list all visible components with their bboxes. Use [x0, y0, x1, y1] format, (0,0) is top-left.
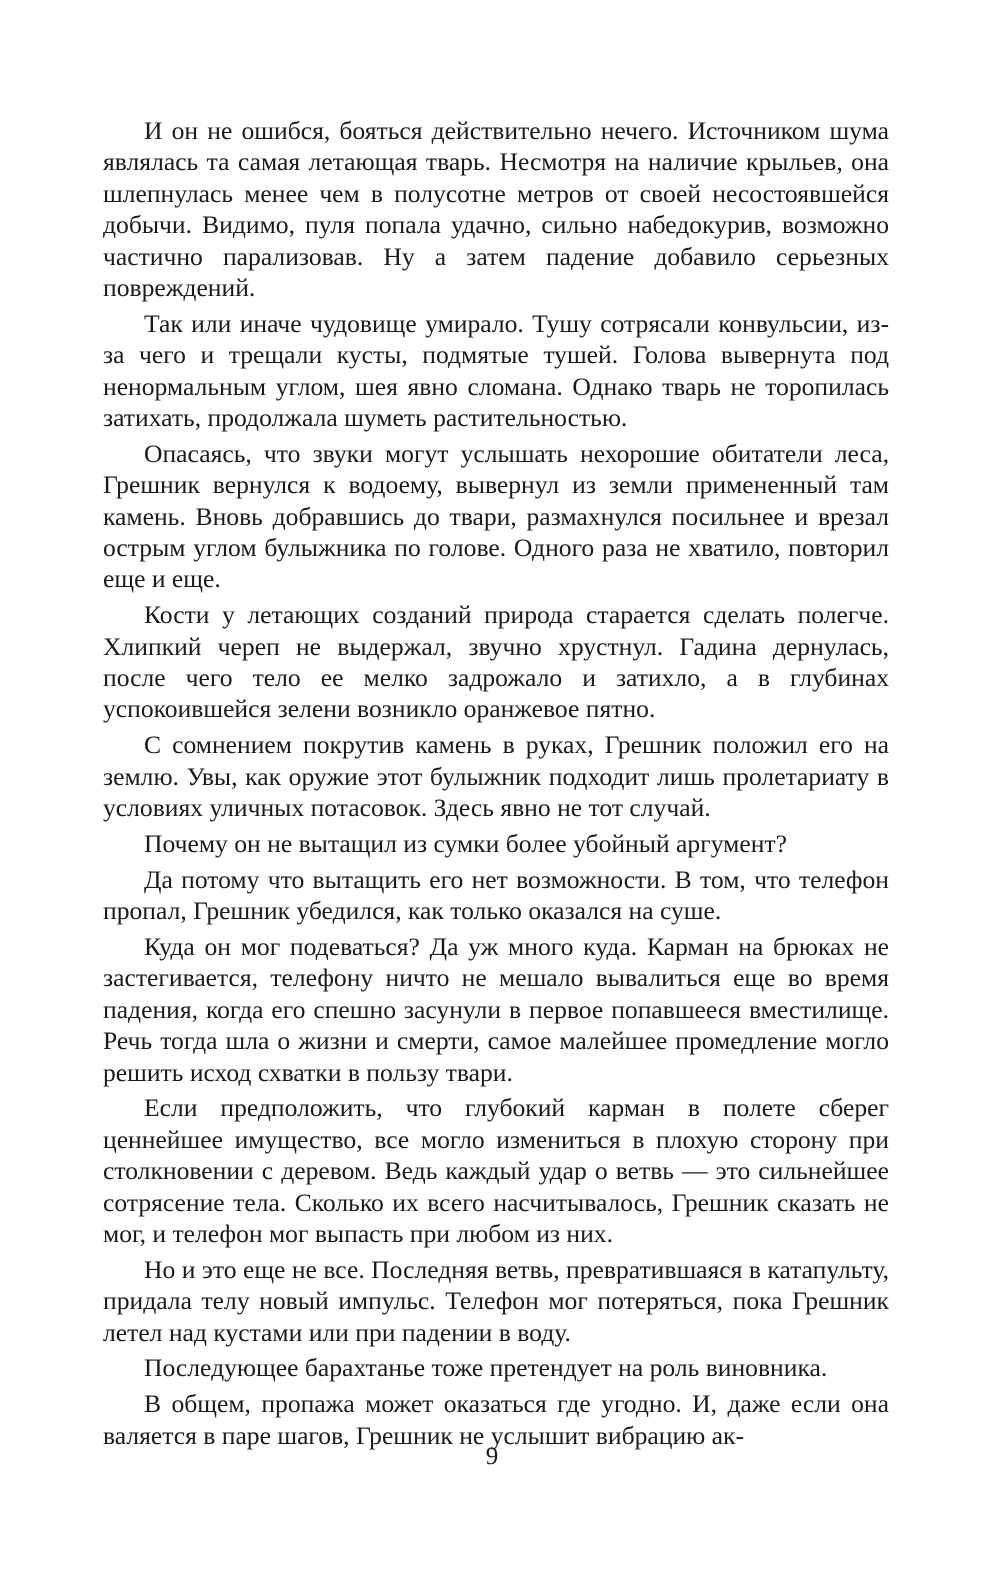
paragraph-12: В общем, пропажа может оказаться где угодно. И, даже если она валяется в паре шагов, Грешник не услышит вибрацию ак-	[103, 1389, 889, 1450]
paragraph-3: Опасаясь, что звуки могут услышать нехорошие обитатели леса, Грешник вернулся к водоему, вывернул из земли примененный там камень. Вновь добравшись до твари, размахнулся посильнее и врезал острым углом булыжника по голове. Одного раза не хватило, повторил еще и еще.	[103, 438, 889, 594]
paragraph-9: Если предположить, что глубокий карман в полете сберег ценнейшее имущество, все могло измениться в плохую сторону при столкновении с деревом. Ведь каждый удар о ветвь — это сильнейшее сотрясение тела. Сколько их всего насчитывалось, Грешник сказать не мог, и телефон мог выпасть при любом из них.	[103, 1093, 889, 1248]
paragraph-10: Но и это еще не все. Последняя ветвь, превратившаяся в катапульту, придала телу новый импульс. Телефон мог потеряться, пока Грешник летел над кустами или при падении в воду.	[103, 1254, 889, 1347]
paragraph-8: Куда он мог подеваться? Да уж много куда. Карман на брюках не застегивается, телефону ничто не мешало вывалиться еще во время падения, когда его спешно засунули в первое попавшееся вместилище. Речь тогда шла о жизни и смерти, самое малейшее промедление могло решить исход схватки в пользу твари.	[103, 931, 889, 1087]
paragraph-4: Кости у летающих созданий природа старается сделать полегче. Хлипкий череп не выдержал, звучно хрустнул. Гадина дернулась, после чего тело ее мелко задрожало и затихло, а в глубинах успокоившейся зелени возникло оранжевое пятно.	[103, 600, 889, 724]
paragraph-7: Да потому что вытащить его нет возможности. В том, что телефон пропал, Грешник убедился, как только оказался на суше.	[103, 864, 889, 926]
paragraph-6: Почему он не вытащил из сумки более убойный аргумент?	[144, 828, 787, 858]
paragraph-1: И он не ошибся, бояться действительно нечего. Источником шума являлась та самая летающая тварь. Несмотря на наличие крыльев, она шлепнулась менее чем в полусотне метров от своей несостоявшейся добычи. Видимо, пуля попала удачно, сильно набедокурив, возможно частично парализовав. Ну а затем падение добавило серьезных повреждений.	[103, 116, 889, 303]
page-number: 9	[485, 1443, 499, 1470]
paragraph-11: Последующее барахтанье тоже претендует на роль виновника.	[144, 1353, 828, 1383]
paragraph-2: Так или иначе чудовище умирало. Тушу сотрясали конвульсии, из-за чего и трещали кусты, подмятые тушей. Голова вывернута под ненормальным углом, шея явно сломана. Однако тварь не торопилась затихать, продолжала шуметь растительностью.	[103, 308, 889, 433]
paragraph-5: С сомнением покрутив камень в руках, Грешник положил его на землю. Увы, как оружие этот булыжник подходит лишь пролетариату в условиях уличных потасовок. Здесь явно не тот случай.	[103, 730, 889, 823]
body-text	[103, 115, 889, 1455]
